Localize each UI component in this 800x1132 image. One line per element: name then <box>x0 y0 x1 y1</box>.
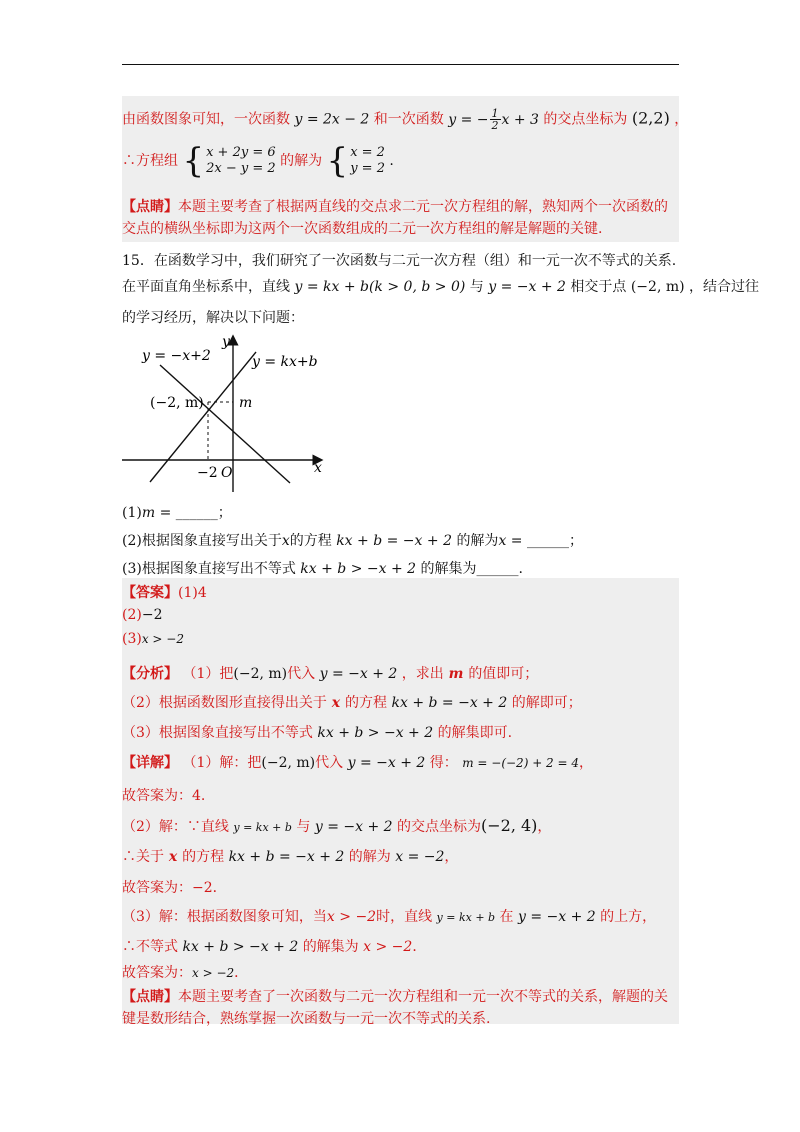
text: 由函数图象可知，一次函数 <box>122 111 290 128</box>
formula: y = −x + 2 <box>518 909 596 925</box>
text: ，求出 <box>401 666 444 682</box>
equation-system <box>182 141 276 181</box>
formula-part: y = − <box>448 111 489 128</box>
text: 的值即可； <box>468 666 539 682</box>
formula-line2 <box>448 107 539 132</box>
text: （1）解：把 <box>182 755 262 771</box>
question-stem-3 <box>122 307 304 327</box>
text: 相交于点 <box>570 279 627 295</box>
formula: kx + b > −x + 2 <box>182 939 299 955</box>
brace: { <box>326 141 349 181</box>
text: 得： <box>429 755 458 771</box>
answer-line-2 <box>122 607 162 623</box>
label-y: y <box>222 334 230 350</box>
line-kx-plus-b <box>150 352 256 482</box>
text: 的解为 <box>348 849 391 865</box>
text: 在 <box>499 909 514 925</box>
variable: x <box>498 533 507 549</box>
formula: y = kx + b(k > 0, b > 0) <box>294 279 466 295</box>
answer-2: −2 <box>141 607 163 623</box>
formula-line1: y = 2x − 2 <box>294 111 370 128</box>
sub-question-1 <box>122 502 232 522</box>
answer-3: x > −2 <box>141 632 184 646</box>
text: （3）解：根据函数图象可知，当 <box>122 909 327 925</box>
fraction <box>490 108 501 131</box>
formula: kx + b > −x + 2 <box>317 725 434 741</box>
formula: y = kx + b <box>436 911 496 924</box>
formula: kx + b = −x + 2 <box>228 849 345 865</box>
detail-tag: 【详解】 <box>122 755 178 771</box>
point: (−2, 4) <box>481 816 538 835</box>
point: (2,2) <box>631 108 670 128</box>
answer-1: (1)4 <box>178 585 207 601</box>
text: 的解集为 <box>302 939 359 955</box>
text: . <box>389 153 394 169</box>
solution-system <box>326 141 385 181</box>
text: (2)根据图象直接写出关于 <box>122 533 282 549</box>
text: ， <box>537 819 552 835</box>
variable: x <box>281 533 290 549</box>
text: 的方程 <box>289 533 332 549</box>
text: 的解为 <box>280 153 323 169</box>
formula-part: x + 3 <box>501 111 539 128</box>
system-rows <box>350 145 385 177</box>
fraction-numerator: 1 <box>491 107 499 120</box>
comment-text: 本题主要考查了根据两直线的交点求二元一次方程组的解，熟知两个一次函数的交点的横纵坐标即为这两个一次函数组成的二元一次方程组的解是解题的关键. <box>122 199 668 237</box>
comment-text: 本题主要考查了一次函数与二元一次方程组和一元一次不等式的关系，解题的关键是数形结合，熟练掌握一次函数与一元一次不等式的关系. <box>122 989 668 1027</box>
text: 的解集为______. <box>420 561 523 577</box>
text: 代入 <box>287 666 316 682</box>
detail-line-1 <box>122 752 593 772</box>
system-row: x + 2y = 6 <box>206 145 276 160</box>
solution-line-2 <box>122 141 394 181</box>
text: = ______； <box>155 505 232 521</box>
text: 的方程 <box>345 695 388 711</box>
text: = ______； <box>506 533 583 549</box>
text: (1) <box>122 505 142 521</box>
formula: y = −x + 2 <box>488 279 566 295</box>
detail-line-2b <box>122 846 458 866</box>
solution-value: x = −2 <box>395 849 445 865</box>
detail-line-3b <box>122 936 426 956</box>
text: 的上方， <box>600 909 657 925</box>
comment-tag: 【点睛】 <box>122 989 178 1005</box>
variable: m <box>443 666 469 682</box>
formula: y = −x + 2 <box>319 666 398 682</box>
variable: m <box>141 505 156 521</box>
text: 的交点坐标为 <box>397 819 481 835</box>
formula: kx + b > −x + 2 <box>300 561 417 577</box>
text: ∴关于 <box>122 849 164 865</box>
point: (−2, m) <box>233 666 288 682</box>
text: (3)根据图象直接写出不等式 <box>122 561 296 577</box>
label-line1: y = −x+2 <box>142 348 211 364</box>
variable: x <box>164 849 183 865</box>
comment-2 <box>122 986 679 1030</box>
text: 的交点坐标为 <box>543 111 628 128</box>
analysis-tag: 【分析】 <box>122 666 178 682</box>
label-line2: y = kx+b <box>252 354 318 370</box>
answer-value: x > −2 <box>192 966 235 980</box>
variable: x <box>326 695 346 711</box>
text: （1）把 <box>182 666 234 682</box>
text: 故答案为： <box>122 965 192 981</box>
point: (−2, m) <box>630 279 685 295</box>
formula: kx + b = −x + 2 <box>391 695 508 711</box>
system-rows <box>206 145 276 177</box>
analysis-line-3 <box>122 722 512 742</box>
text: 的解集即可. <box>437 725 513 741</box>
sub-question-3 <box>122 558 523 578</box>
comment-1 <box>122 196 679 240</box>
answer-number: (3) <box>122 631 142 647</box>
detail-line-3 <box>122 906 656 926</box>
sub-question-2 <box>122 530 583 550</box>
system-row: 2x − y = 2 <box>206 161 276 176</box>
text: 代入 <box>315 755 344 771</box>
analysis-line-2 <box>122 692 582 712</box>
answer-number: (2) <box>122 607 142 623</box>
analysis-line-1 <box>122 663 538 683</box>
answer-line-1 <box>122 582 207 602</box>
text: （2）解：∵直线 <box>122 819 229 835</box>
detail-answer-1 <box>122 785 205 805</box>
text: 与 <box>296 819 311 835</box>
formula: y = −x + 2 <box>347 755 426 771</box>
text: （2）根据函数图形直接得出关于 <box>122 695 327 711</box>
text: ∴不等式 <box>122 939 178 955</box>
system-row: x = 2 <box>350 145 385 160</box>
text: ∴方程组 <box>122 153 178 169</box>
text: 15．在函数学习中，我们研究了一次函数与二元一次方程（组）和一元一次不等式的关系. <box>122 253 677 269</box>
solution-line-1 <box>122 108 688 131</box>
question-stem-1 <box>122 250 676 270</box>
header-rule <box>122 64 679 65</box>
text: ． <box>234 965 249 981</box>
text: ， <box>674 111 689 128</box>
label-x: x <box>314 460 322 476</box>
brace: { <box>182 141 205 181</box>
detail-answer-3 <box>122 962 248 982</box>
text: 和一次函数 <box>373 111 444 128</box>
label-m: m <box>239 395 253 411</box>
text: 的方程 <box>182 849 225 865</box>
function-graph <box>118 332 338 497</box>
formula: y = −x + 2 <box>314 819 393 835</box>
condition: x > −2 <box>326 909 377 925</box>
answer-tag: 【答案】 <box>122 585 178 601</box>
text: 的解即可； <box>511 695 582 711</box>
text: 的学习经历，解决以下问题： <box>122 310 304 326</box>
solution-value: x > −2 <box>363 939 413 955</box>
calculation: m = −(−2) + 2 = 4 <box>462 756 580 770</box>
text: ． <box>412 939 427 955</box>
text: 在平面直角坐标系中，直线 <box>122 279 290 295</box>
fraction-denominator: 2 <box>491 119 499 132</box>
answer-block <box>122 578 679 1024</box>
detail-line-2 <box>122 816 551 836</box>
formula: kx + b = −x + 2 <box>336 533 452 549</box>
text: 故答案为：4. <box>122 788 206 804</box>
text: 与 <box>469 279 484 295</box>
text: 时，直线 <box>376 909 433 925</box>
label-origin: O <box>221 465 233 481</box>
text: ， <box>444 849 459 865</box>
text: （3）根据图象直接写出不等式 <box>122 725 313 741</box>
text: ，结合过往 <box>689 279 760 295</box>
text: ， <box>579 755 594 771</box>
comment-tag: 【点睛】 <box>122 199 178 215</box>
question-stem-2 <box>122 276 759 296</box>
text: 故答案为：−2． <box>122 880 227 896</box>
label-neg2: −2 <box>197 465 218 481</box>
formula: y = kx + b <box>233 821 292 834</box>
text: 的解为 <box>456 533 499 549</box>
answer-line-3 <box>122 631 184 647</box>
label-point: (−2, m) <box>150 395 204 411</box>
detail-answer-2 <box>122 877 227 897</box>
point: (−2, m) <box>261 755 316 771</box>
system-row: y = 2 <box>350 161 385 176</box>
